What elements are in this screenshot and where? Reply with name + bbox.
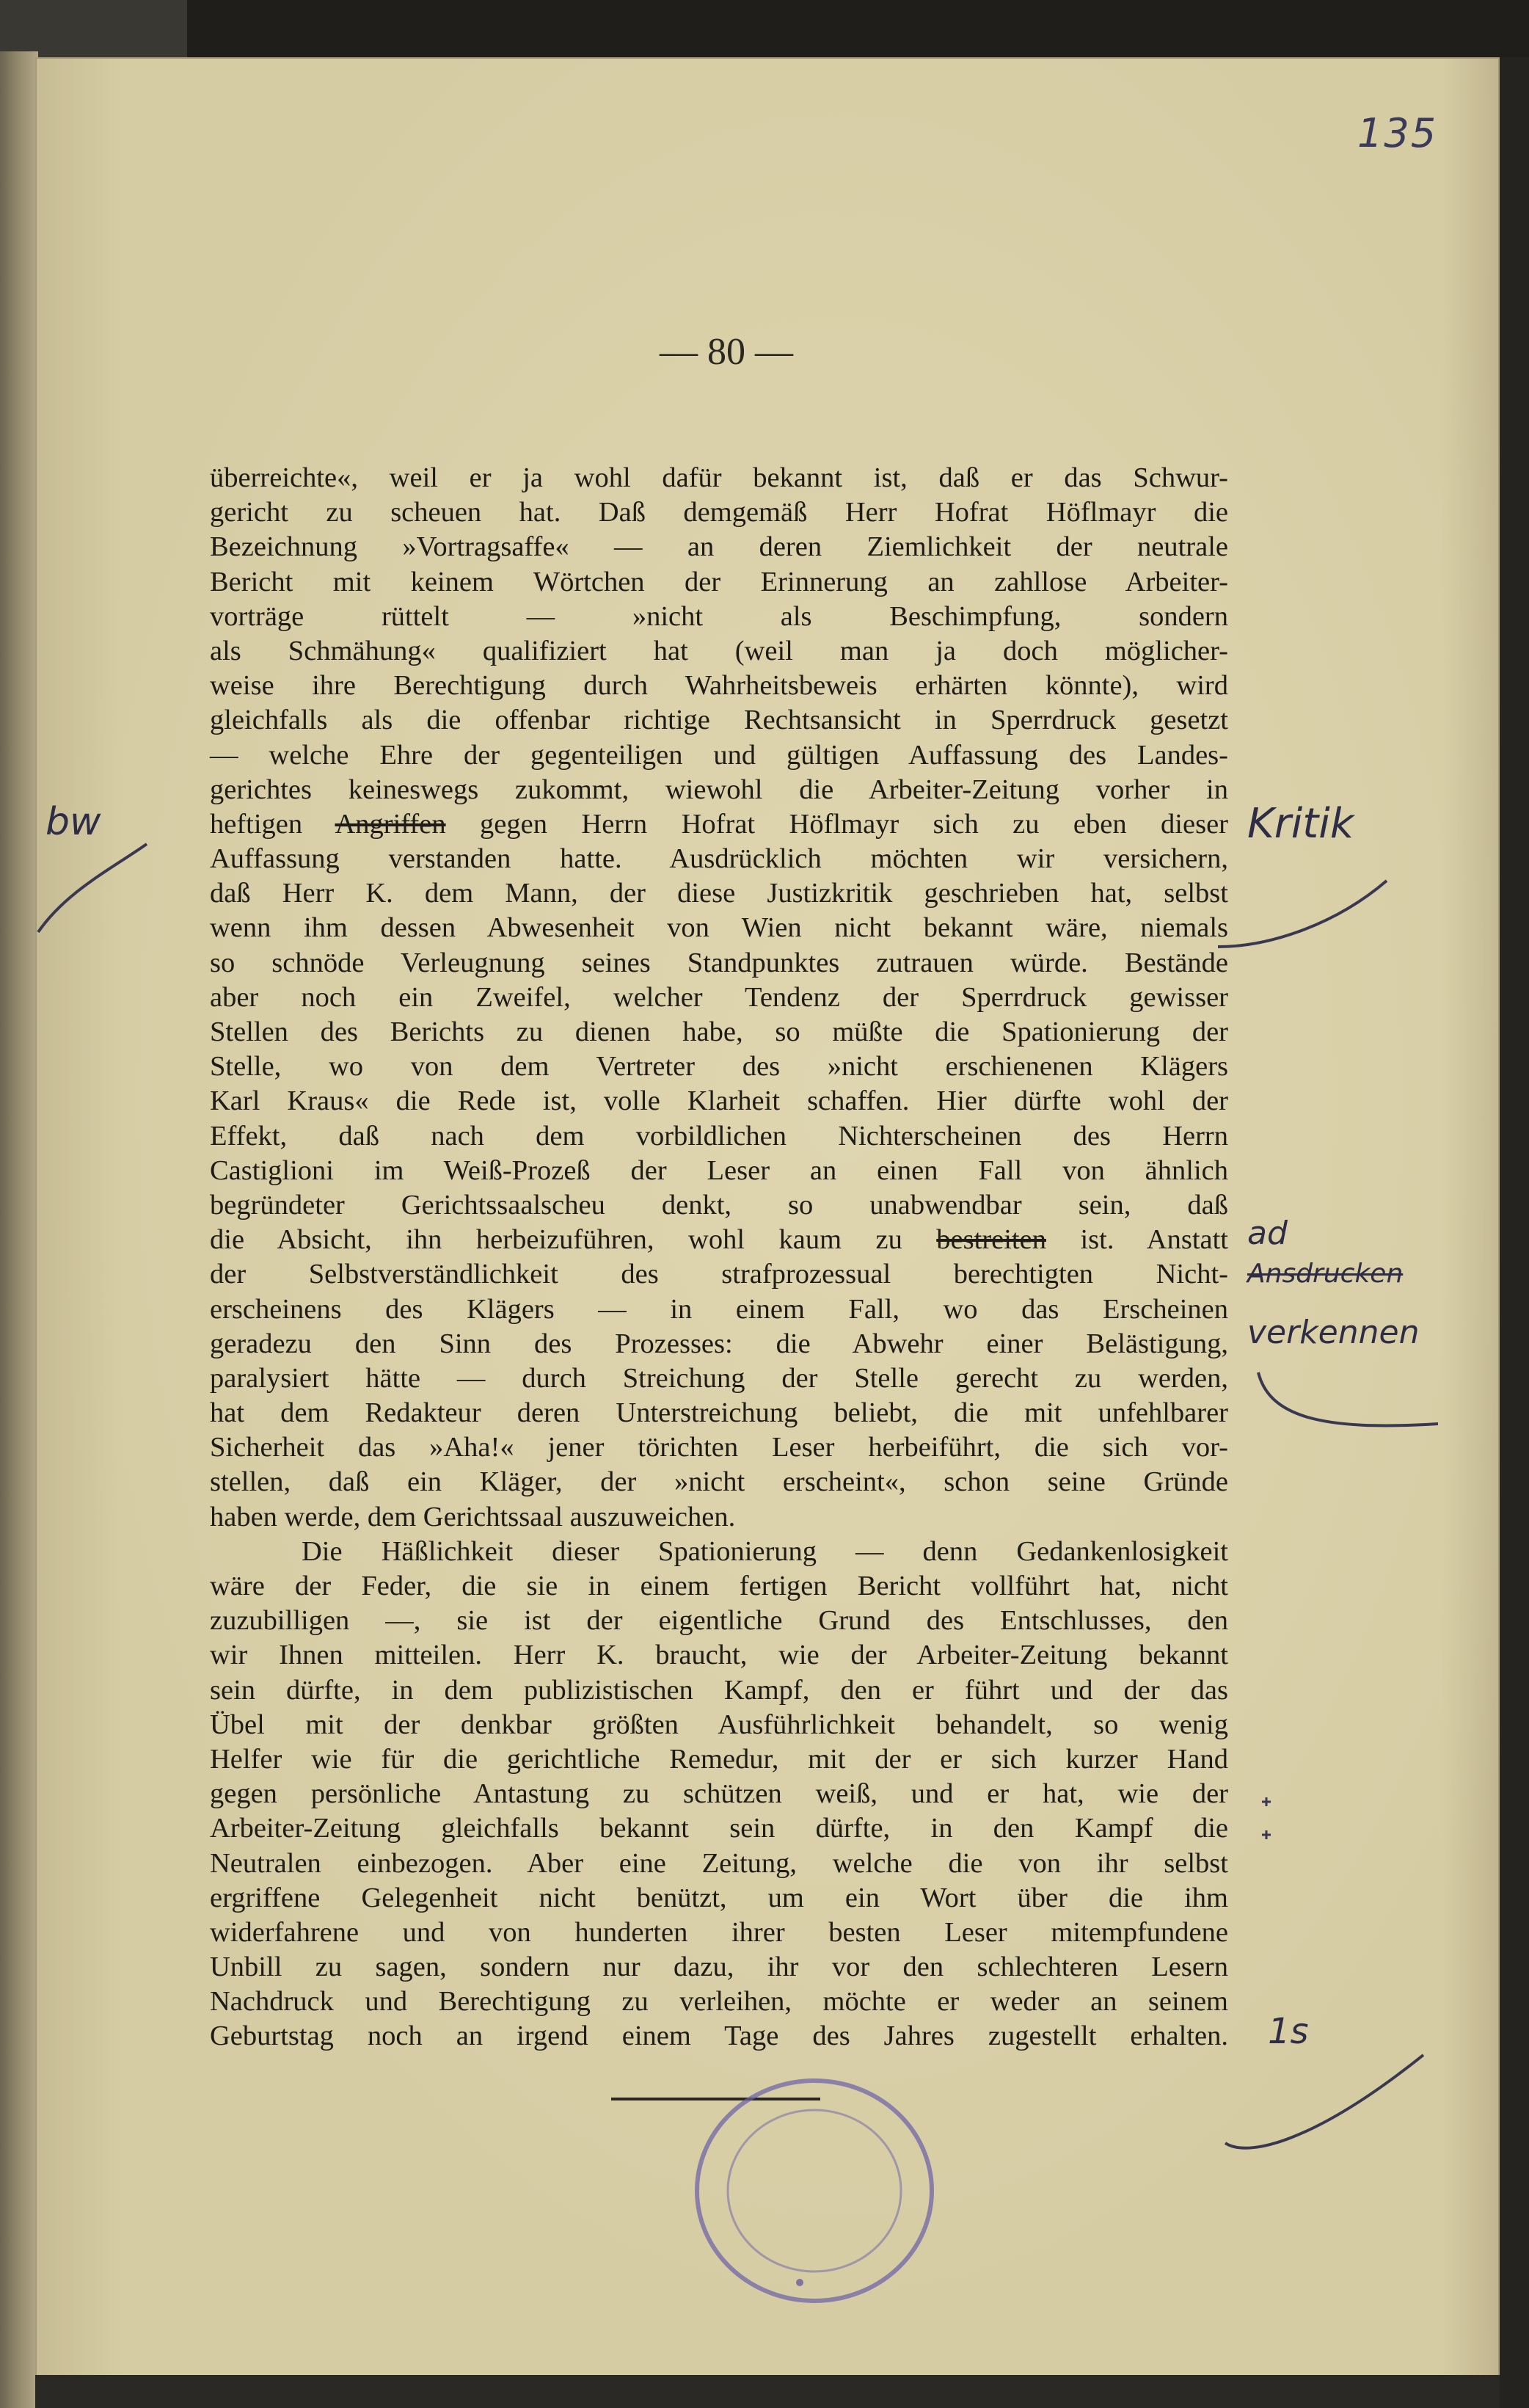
text-line: gerichtes keineswegs zukommt, wiewohl die Arbeiter-Zeitung vorher in bbox=[210, 774, 1228, 805]
margin-note-verkennen: verkennen bbox=[1247, 1314, 1420, 1351]
margin-note-bottom: 1s bbox=[1268, 2011, 1309, 2052]
text-line: gericht zu scheuen hat. Daß demgemäß Herr Hofrat Höflmayr die bbox=[210, 497, 1228, 528]
text-line: vorträge rüttelt — »nicht als Beschimpfung, sondern bbox=[210, 600, 1228, 632]
text-line: aber noch ein Zweifel, welcher Tendenz der Sperrdruck gewisser bbox=[210, 981, 1228, 1013]
text-line: Neutralen einbezogen. Aber eine Zeitung, welche die von ihr selbst bbox=[210, 1847, 1228, 1879]
text-line: Übel mit der denkbar größten Ausführlichkeit behandelt, so wenig bbox=[210, 1709, 1228, 1740]
text-line: Sicherheit das »Aha!« jener törichten Leser herbeiführt, die sich vor- bbox=[210, 1432, 1228, 1463]
text-line: Nachdruck und Berechtigung zu verleihen, möchte er weder an seinem bbox=[210, 1986, 1228, 2018]
page-number: — 80 — bbox=[660, 331, 793, 373]
text-line: Bezeichnung »Vortragsaffe« — an deren Ziemlichkeit der neutrale bbox=[210, 531, 1228, 563]
text-line: so schnöde Verleugnung seines Standpunktes zutrauen würde. Bestände bbox=[210, 947, 1228, 978]
text-line: erscheinens des Klägers — in einem Fall, wo das Erscheinen bbox=[210, 1293, 1228, 1325]
text-line: Stelle, wo von dem Vertreter des »nicht erschienenen Klägers bbox=[210, 1051, 1228, 1083]
text-line: Karl Kraus« die Rede ist, volle Klarheit schaffen. Hier dürfte wohl der bbox=[210, 1085, 1228, 1117]
folio-number: 135 bbox=[1357, 110, 1438, 156]
text-fragment: heftigen bbox=[210, 808, 335, 840]
text-line: ergriffene Gelegenheit nicht benützt, um ein Wort über die ihm bbox=[210, 1882, 1228, 1913]
text-line: hat dem Redakteur deren Unterstreichung beliebt, die mit unfehlbarer bbox=[210, 1397, 1228, 1429]
struck-word: bestreiten bbox=[936, 1224, 1046, 1256]
struck-word: Angriffen bbox=[335, 808, 446, 840]
margin-note-kritik: Kritik bbox=[1247, 800, 1354, 848]
text-line: haben werde, dem Gerichtssaal auszuweichen. bbox=[210, 1501, 736, 1532]
pencil-stroke-kritik bbox=[1218, 881, 1387, 947]
pencil-stroke-left bbox=[38, 844, 147, 932]
text-line: Bericht mit keinem Wörtchen der Erinnerung an zahllose Arbeiter- bbox=[210, 566, 1228, 597]
text-line: begründeter Gerichtssaalscheu denkt, so unabwendbar sein, daß bbox=[210, 1189, 1228, 1221]
text-line: Helfer wie für die gerichtliche Remedur, mit der er sich kurzer Hand bbox=[210, 1743, 1228, 1775]
text-line: Auffassung verstanden hatte. Ausdrücklich möchten wir versichern, bbox=[210, 843, 1228, 875]
text-fragment: gegen Herrn Hofrat Höflmayr sich zu eben dieser bbox=[445, 808, 1228, 840]
pencil-tick bbox=[1262, 1797, 1271, 1806]
text-fragment: die Absicht, ihn herbeizuführen, wohl kaum zu bbox=[210, 1224, 937, 1256]
text-line: daß Herr K. dem Mann, der diese Justizkritik geschrieben hat, selbst bbox=[210, 878, 1228, 909]
text-line: Effekt, daß nach dem vorbildlichen Nichterscheinen des Herrn bbox=[210, 1120, 1228, 1152]
pencil-tick bbox=[1262, 1830, 1271, 1839]
text-line: stellen, daß ein Kläger, der »nicht erscheint«, schon seine Gründe bbox=[210, 1466, 1228, 1498]
text-line: — welche Ehre der gegenteiligen und gültigen Auffassung des Landes- bbox=[210, 739, 1228, 771]
text-line: Unbill zu sagen, sondern nur dazu, ihr vor den schlechteren Lesern bbox=[210, 1952, 1228, 1983]
text-line: der Selbstverständlichkeit des strafprozessual berechtigten Nicht- bbox=[210, 1259, 1228, 1290]
text-line: Arbeiter-Zeitung gleichfalls bekannt sein dürfte, in den Kampf die bbox=[210, 1813, 1228, 1844]
text-line: wäre der Feder, die sie in einem fertigen Bericht vollführt hat, nicht bbox=[210, 1571, 1228, 1601]
text-line: überreichte«, weil er ja wohl dafür bekannt ist, daß er das Schwur- bbox=[210, 462, 1228, 493]
margin-note-struck: Ansdrucken bbox=[1247, 1259, 1404, 1289]
text-line: weise ihre Berechtigung durch Wahrheitsbeweis erhärten könnte), wird bbox=[210, 670, 1228, 702]
text-line: zuzubilligen —, sie ist der eigentliche Grund des Entschlusses, den bbox=[210, 1605, 1228, 1637]
text-fragment: ist. Anstatt bbox=[1046, 1224, 1228, 1256]
library-stamp bbox=[690, 2062, 939, 2312]
text-line: wir Ihnen mitteilen. Herr K. braucht, wie der Arbeiter-Zeitung bekannt bbox=[210, 1640, 1228, 1671]
text-line: als Schmähung« qualifiziert hat (weil man ja doch möglicher- bbox=[210, 635, 1228, 666]
text-line: Stellen des Berichts zu dienen habe, so müßte die Spationierung der bbox=[210, 1016, 1228, 1047]
text-line: gleichfalls als die offenbar richtige Rechtsansicht in Sperrdruck gesetzt bbox=[210, 705, 1228, 736]
pencil-stroke-verkennen bbox=[1258, 1372, 1438, 1425]
text-line: Geburtstag noch an irgend einem Tage des Jahres zugestellt erhalten. bbox=[210, 2020, 1228, 2052]
text-line: gegen persönliche Antastung zu schützen weiß, und er hat, wie der bbox=[210, 1778, 1228, 1810]
pencil-stroke-bottom bbox=[1225, 2055, 1423, 2148]
margin-note-left: bw bbox=[45, 800, 101, 844]
margin-note-ad: ad bbox=[1247, 1215, 1288, 1252]
text-line: geradezu den Sinn des Prozesses: die Abwehr einer Belästigung, bbox=[210, 1328, 1228, 1359]
text-line: paralysiert hätte — durch Streichung der Stelle gerecht zu werden, bbox=[210, 1362, 1228, 1394]
text-line: wenn ihm dessen Abwesenheit von Wien nicht bekannt wäre, niemals bbox=[210, 912, 1228, 944]
text-line: Castiglioni im Weiß-Prozeß der Leser an einen Fall von ähnlich bbox=[210, 1154, 1228, 1186]
text-line: Die Häßlichkeit dieser Spationierung — denn Gedankenlosigkeit bbox=[302, 1535, 1228, 1567]
text-line: widerfahrene und von hunderten ihrer besten Leser mitempfundene bbox=[210, 1916, 1228, 1948]
text-line: sein dürfte, in dem publizistischen Kampf, den er führt und der das bbox=[210, 1674, 1228, 1706]
